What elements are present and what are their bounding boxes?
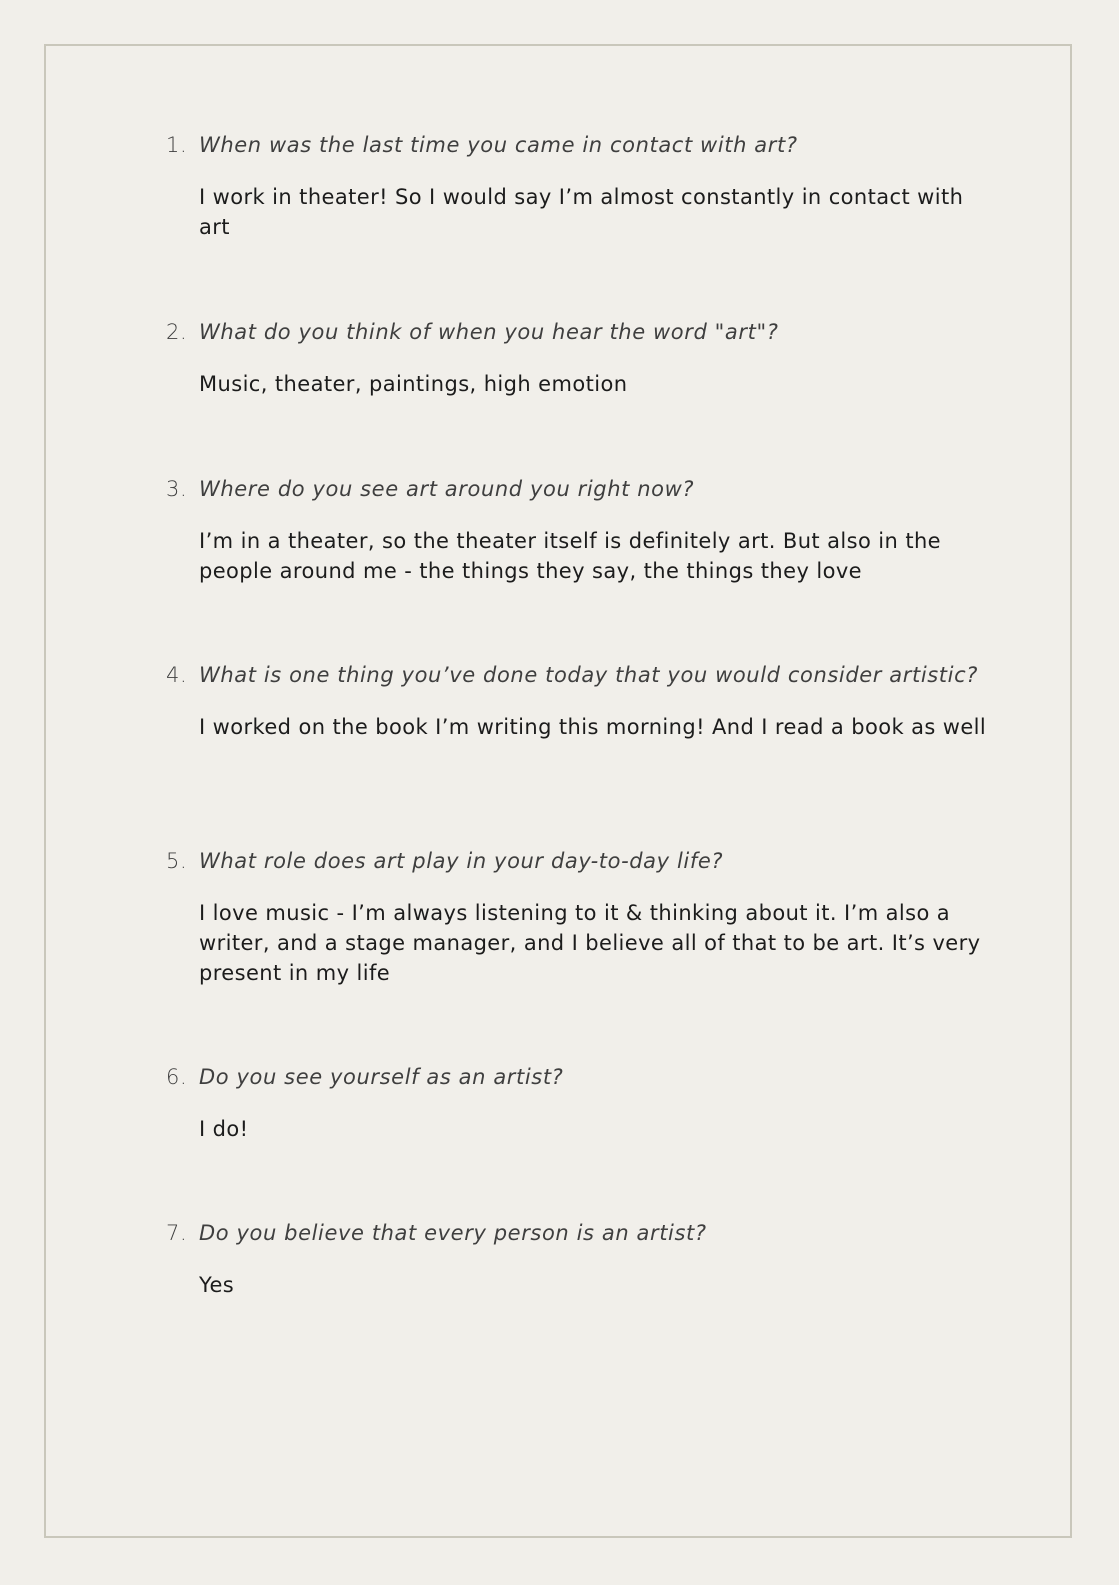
question-6 <box>166 1062 563 1092</box>
answer-2: Music, theater, paintings, high emotion <box>199 372 628 396</box>
answer-3: I’m in a theater, so the theater itself is definitely art. But also in the people around me - the things they say, the things they love <box>199 529 941 583</box>
question-7 <box>166 1218 707 1248</box>
question-text: Do you see yourself as an artist? <box>199 1065 564 1089</box>
question-number: 5. <box>166 849 188 873</box>
answer-6: I do! <box>199 1117 249 1141</box>
question-text: What role does art play in your day-to-day life? <box>199 849 724 873</box>
document-page <box>44 44 1072 1538</box>
question-text: What do you think of when you hear the word "art"? <box>199 320 779 344</box>
question-number: 2. <box>166 320 188 344</box>
answer-5: I love music - I’m always listening to it & thinking about it. I’m also a writer, and a stage manager, and I believe all of that to be art. It’s very present in my life <box>199 901 981 985</box>
question-text: Where do you see art around you right now? <box>199 477 695 501</box>
question-text: When was the last time you came in contact with art? <box>199 133 798 157</box>
question-3 <box>166 474 694 504</box>
answer-1: I work in theater! So I would say I’m almost constantly in contact with art <box>199 185 964 239</box>
question-2 <box>166 317 778 347</box>
question-number: 4. <box>166 663 188 687</box>
question-5 <box>166 846 723 876</box>
answer-7: Yes <box>199 1273 235 1297</box>
question-number: 6. <box>166 1065 188 1089</box>
question-number: 1. <box>166 133 188 157</box>
question-number: 3. <box>166 477 188 501</box>
answer-4: I worked on the book I’m writing this morning! And I read a book as well <box>199 715 987 739</box>
question-text: Do you believe that every person is an artist? <box>199 1221 707 1245</box>
question-text: What is one thing you’ve done today that you would consider artistic? <box>199 663 978 687</box>
question-1 <box>166 130 798 160</box>
question-4 <box>166 660 978 690</box>
question-number: 7. <box>166 1221 188 1245</box>
